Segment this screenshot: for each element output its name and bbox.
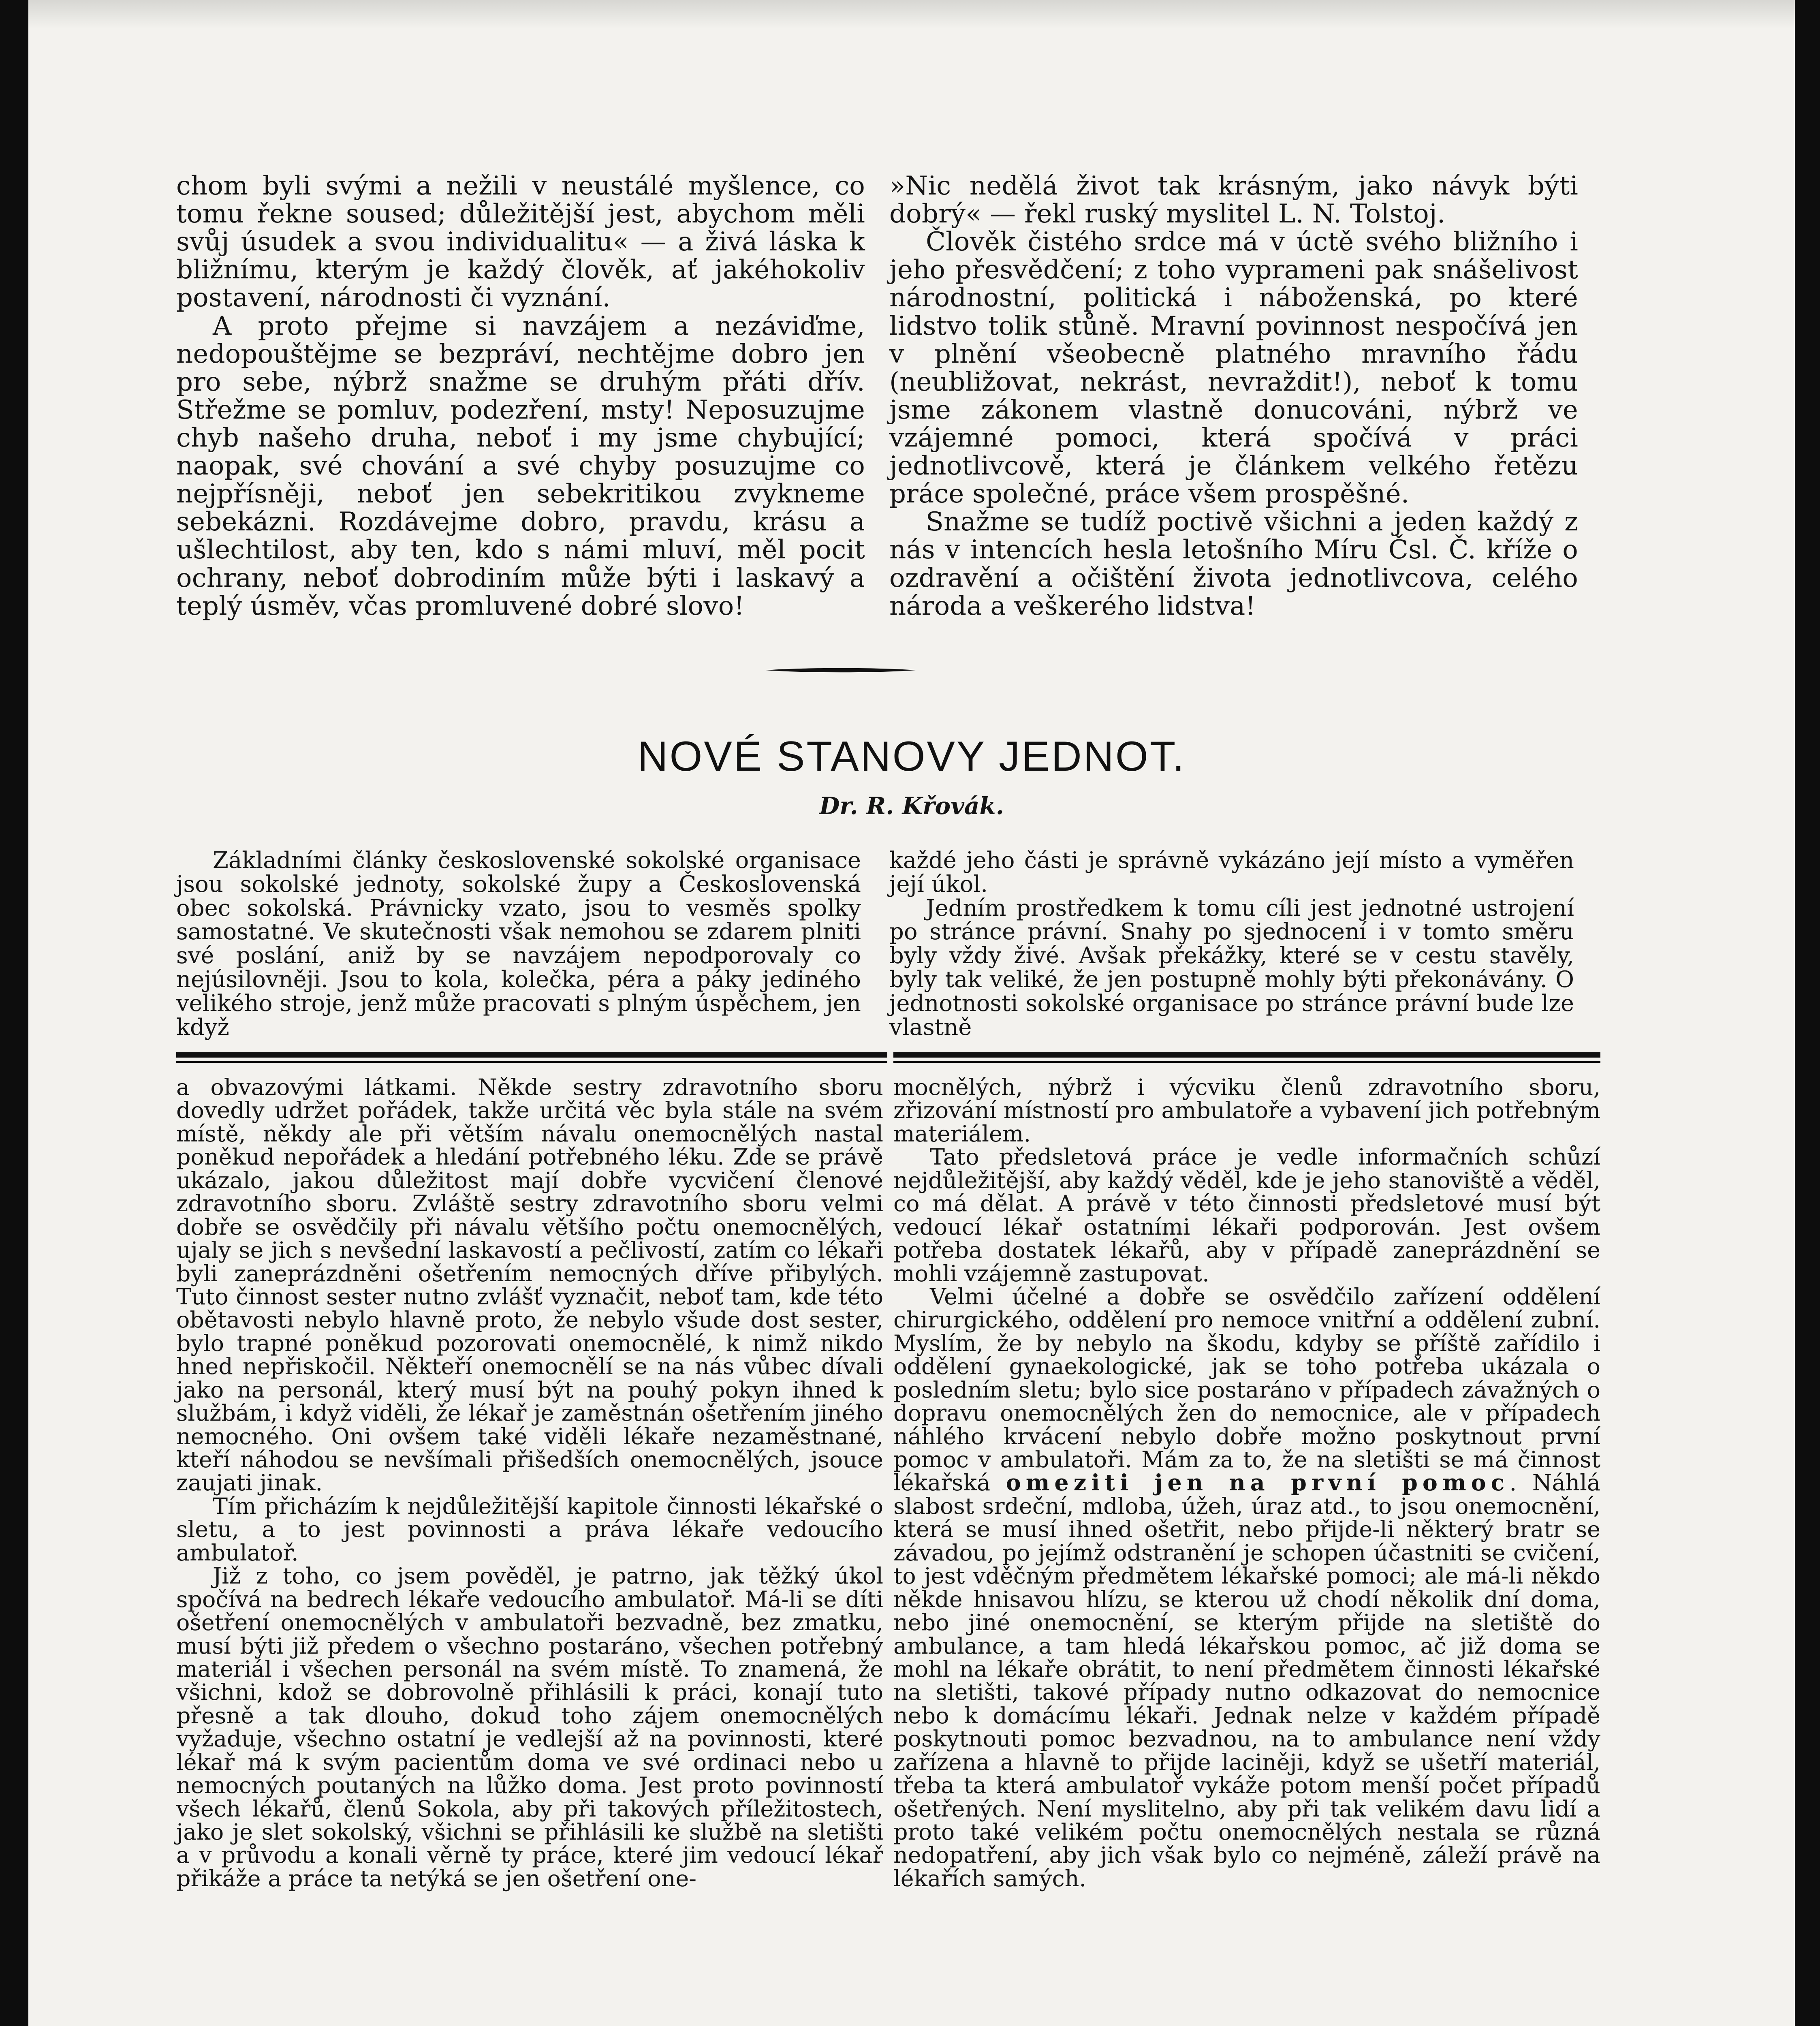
article-title: NOVÉ STANOVY JEDNOT. (637, 733, 1186, 780)
article-intro-right-column (889, 849, 1574, 1039)
continued-text-right-column (889, 172, 1578, 620)
article-intro-left-column (176, 849, 861, 1039)
paragraph: Tím přicházím k nejdůležitější kapitole činnosti lékařské o sletu, a to jest povinnosti a práva lékaře vedoucího ambulatoř. (176, 1493, 883, 1566)
paragraph: Člověk čistého srdce má v úctě svého bližního i jeho přesvědčení; z toho vyprameni pak snášelivost národnostní, politická i náboženská, po které lidstvo tolik stůně. Mravní povinnost nespočívá jen v plnění všeobecně platného mravního řádu (neubližovat, nekrást, nevraždit!), neboť k tomu jsme zákonem vlastně donucováni, nýbrž ve vzájemné pomoci, která spočívá v práci jednotlivcově, která je článkem velkého řetězu práce společné, práce všem prospěšné. (889, 227, 1578, 509)
paragraph: a obvazovými látkami. Někde sestry zdravotního sboru dovedly udržet pořádek, takže určitá věc byla stále na svém místě, někdy ale při větším návalu onemocnělých nastal poněkud nepořádek a hledání potřebného léku. Zde se právě ukázalo, jakou důležitost mají dobře vycvičení členové zdravotního sboru. Zvláště sestry zdravotního sboru velmi dobře se osvědčily při návalu většího počtu onemocnělých, ujaly se jich s nevšední laskavostí a pečlivostí, zatím co lékaři byli zaneprázdněni ošetřením nemocných dříve přibylých. Tuto činnost sester nutno zvlášť vyznačit, neboť tam, kde této obětavosti nebylo hlavně proto, že nebylo všude dost sester, bylo trapné poněkud pozorovati onemocnělé, k nimž nikdo hned nepřiskočil. Někteří onemocnělí se na nás vůbec dívali jako na personál, který musí být na pouhý pokyn ihned k službám, i když viděli, že lékař je zaměstnán ošetřením jiného nemocného. Oni ovšem také viděli lékaře nezaměstnané, kteří náhodou se nevšímali přišedších onemocnělých, jsouce zaujati jinak. (176, 1074, 883, 1496)
paragraph: mocnělých, nýbrž i výcviku členů zdravotního sboru, zřizování místností pro ambulatoře a vybavení jich potřebným materiálem. (893, 1074, 1600, 1147)
lower-article-right-column (893, 1076, 1600, 1890)
scanned-page (28, 0, 1795, 2026)
lower-article-left-column (176, 1076, 883, 1890)
article-author: Dr. R. Křovák. (819, 792, 1004, 820)
paragraph: »Nic nedělá život tak krásným, jako návyk býti dobrý« — řekl ruský myslitel L. N. Tolstoj. (889, 171, 1578, 229)
emphasized-text: omeziti jen na první pomoc (1006, 1470, 1510, 1496)
paragraph-text: . Náhlá slabost srdeční, mdloba, úžeh, úraz atd., to jsou onemocnění, která se musí ihned ošetřit, nebo přijde-li některý bratr se závadou, po jejímž odstranění je schopen účastniti se cvičení, to jest vděčným předmětem lékařské pomoci; ale má-li někdo někde hnisavou hlízu, se kterou už chodí několik dní doma, nebo jiné onemocnění, se kterým přijde na sletiště do ambulance, a tam hledá lékařskou pomoc, ač již doma se mohl na lékaře obrátit, to není předmětem činnosti lékařské na sletišti, takové případy nutno odkazovat do nemocnice nebo k domácímu lékaři. Jednak nelze v každém případě poskytnouti pomoc bezvadnou, na to ambulance není vždy zařízena a hlavně to přijde laciněji, když se ušetří materiál, třeba ta která ambulatoř vykáže potom menší počet případů ošetřených. Není myslitelno, aby při tak velikém davu lidí a proto také velikém počtu onemocnělých nestala se různá nedopatření, aby jich však bylo co nejméně, záleží právě na lékařích samých. (893, 1470, 1600, 1892)
continued-text-left-column (176, 172, 865, 620)
paragraph: chom byli svými a nežili v neustálé myšlence, co tomu řekne soused; důležitější jest, abychom měli svůj úsudek a svou individualitu« — a živá láska k bližnímu, kterým je každý člověk, ať jakéhokoliv postavení, národnosti či vyznání. (176, 171, 865, 313)
double-rule-right (893, 1051, 1600, 1065)
paragraph (893, 1285, 1600, 1890)
section-divider-ornament (766, 666, 916, 675)
paragraph: Jedním prostředkem k tomu cíli jest jednotné ustrojení po stránce právní. Snahy po sjednocení i v tomto směru byly vždy živé. Avšak překážky, které se v cestu stavěly, byly tak veliké, že jen postupně mohly býti překonávány. O jednotnosti sokolské organisace po stránce právní bude lze vlastně (889, 895, 1574, 1041)
double-rule-left (176, 1051, 887, 1065)
paragraph: Tato předsletová práce je vedle informačních schůzí nejdůležitější, aby každý věděl, kde je jeho stanoviště a věděl, co má dělat. A právě v této činnosti předsletové musí být vedoucí lékař ostatními lékaři podporován. Jest ovšem potřeba dostatek lékařů, aby v případě zaneprázdnění se mohli vzájemně zastupovat. (893, 1144, 1600, 1287)
paragraph: Základními články československé sokolské organisace jsou sokolské jednoty, sokolské župy a Československá obec sokolská. Právnicky vzato, jsou to vesměs spolky samostatné. Ve skutečnosti však nemohou se zdarem plniti své poslání, aniž by se navzájem nepodporovaly co nejúsilovněji. Jsou to kola, kolečka, péra a páky jediného velikého stroje, jenž může pracovati s plným úspěchem, jen když (176, 847, 861, 1041)
paragraph-text: Velmi účelné a dobře se osvědčilo zařízení oddělení chirurgického, oddělení pro nemoce vnitřní a oddělení zubní. Myslím, že by nebylo na škodu, kdyby se příště zařídilo i oddělení gynaekologické, jak se toho potřeba ukázala o posledním sletu; bylo sice postaráno v případech závažných o dopravu onemocnělých žen do nemocnice, ale v případech náhlého krvácení nebylo dobře možno poskytnout první pomoc v ambulatoři. Mám za to, že na sletišti se má činnost lékařská (893, 1283, 1600, 1496)
paragraph: Již z toho, co jsem pověděl, je patrno, jak těžký úkol spočívá na bedrech lékaře vedoucího ambulatoř. Má-li se díti ošetření onemocnělých v ambulatoři bezvadně, bez zmatku, musí býti již předem o všechno postaráno, všechen potřebný materiál i všechen personál na svém místě. To znamená, že všichni, kdož se dobrovolně přihlásili k práci, konají tuto přesně a tak dlouho, dokud toho zájem onemocnělých vyžaduje, všechno ostatní je vedlejší až na povinnosti, které lékař má k svým pacientům doma ve své ordinaci nebo u nemocných poutaných na lůžko doma. Jest proto povinností všech lékařů, členů Sokola, aby při takových příležitostech, jako je slet sokolský, všichni se přihlásili ke službě na sletišti a v průvodu a konali věrně ty práce, které jim vedoucí lékař přikáže a práce ta netýká se jen ošetření one- (176, 1563, 883, 1892)
scan-shadow (28, 0, 1795, 28)
paragraph: A proto přejme si navzájem a nezáviďme, nedopouštějme se bezpráví, nechtějme dobro jen pro sebe, nýbrž snažme se druhým přáti dřív. Střežme se pomluv, podezření, msty! Neposuzujme chyb našeho druha, neboť i my jsme chybující; naopak, své chování a své chyby posuzujme co nejpřísněji, neboť jen sebekritikou zvykneme sebekázni. Rozdávejme dobro, pravdu, krásu a ušlechtilost, aby ten, kdo s námi mluví, měl pocit ochrany, neboť dobrodiním může býti i laskavý a teplý úsměv, včas promluvené dobré slovo! (176, 311, 865, 621)
paragraph: Snažme se tudíž poctivě všichni a jeden každý z nás v intencích hesla letošního Míru Čsl. Č. kříže o ozdravění a očištění života jednotlivcova, celého národa a veškerého lidstva! (889, 507, 1578, 621)
paragraph: každé jeho části je správně vykázáno její místo a vyměřen její úkol. (889, 847, 1574, 898)
